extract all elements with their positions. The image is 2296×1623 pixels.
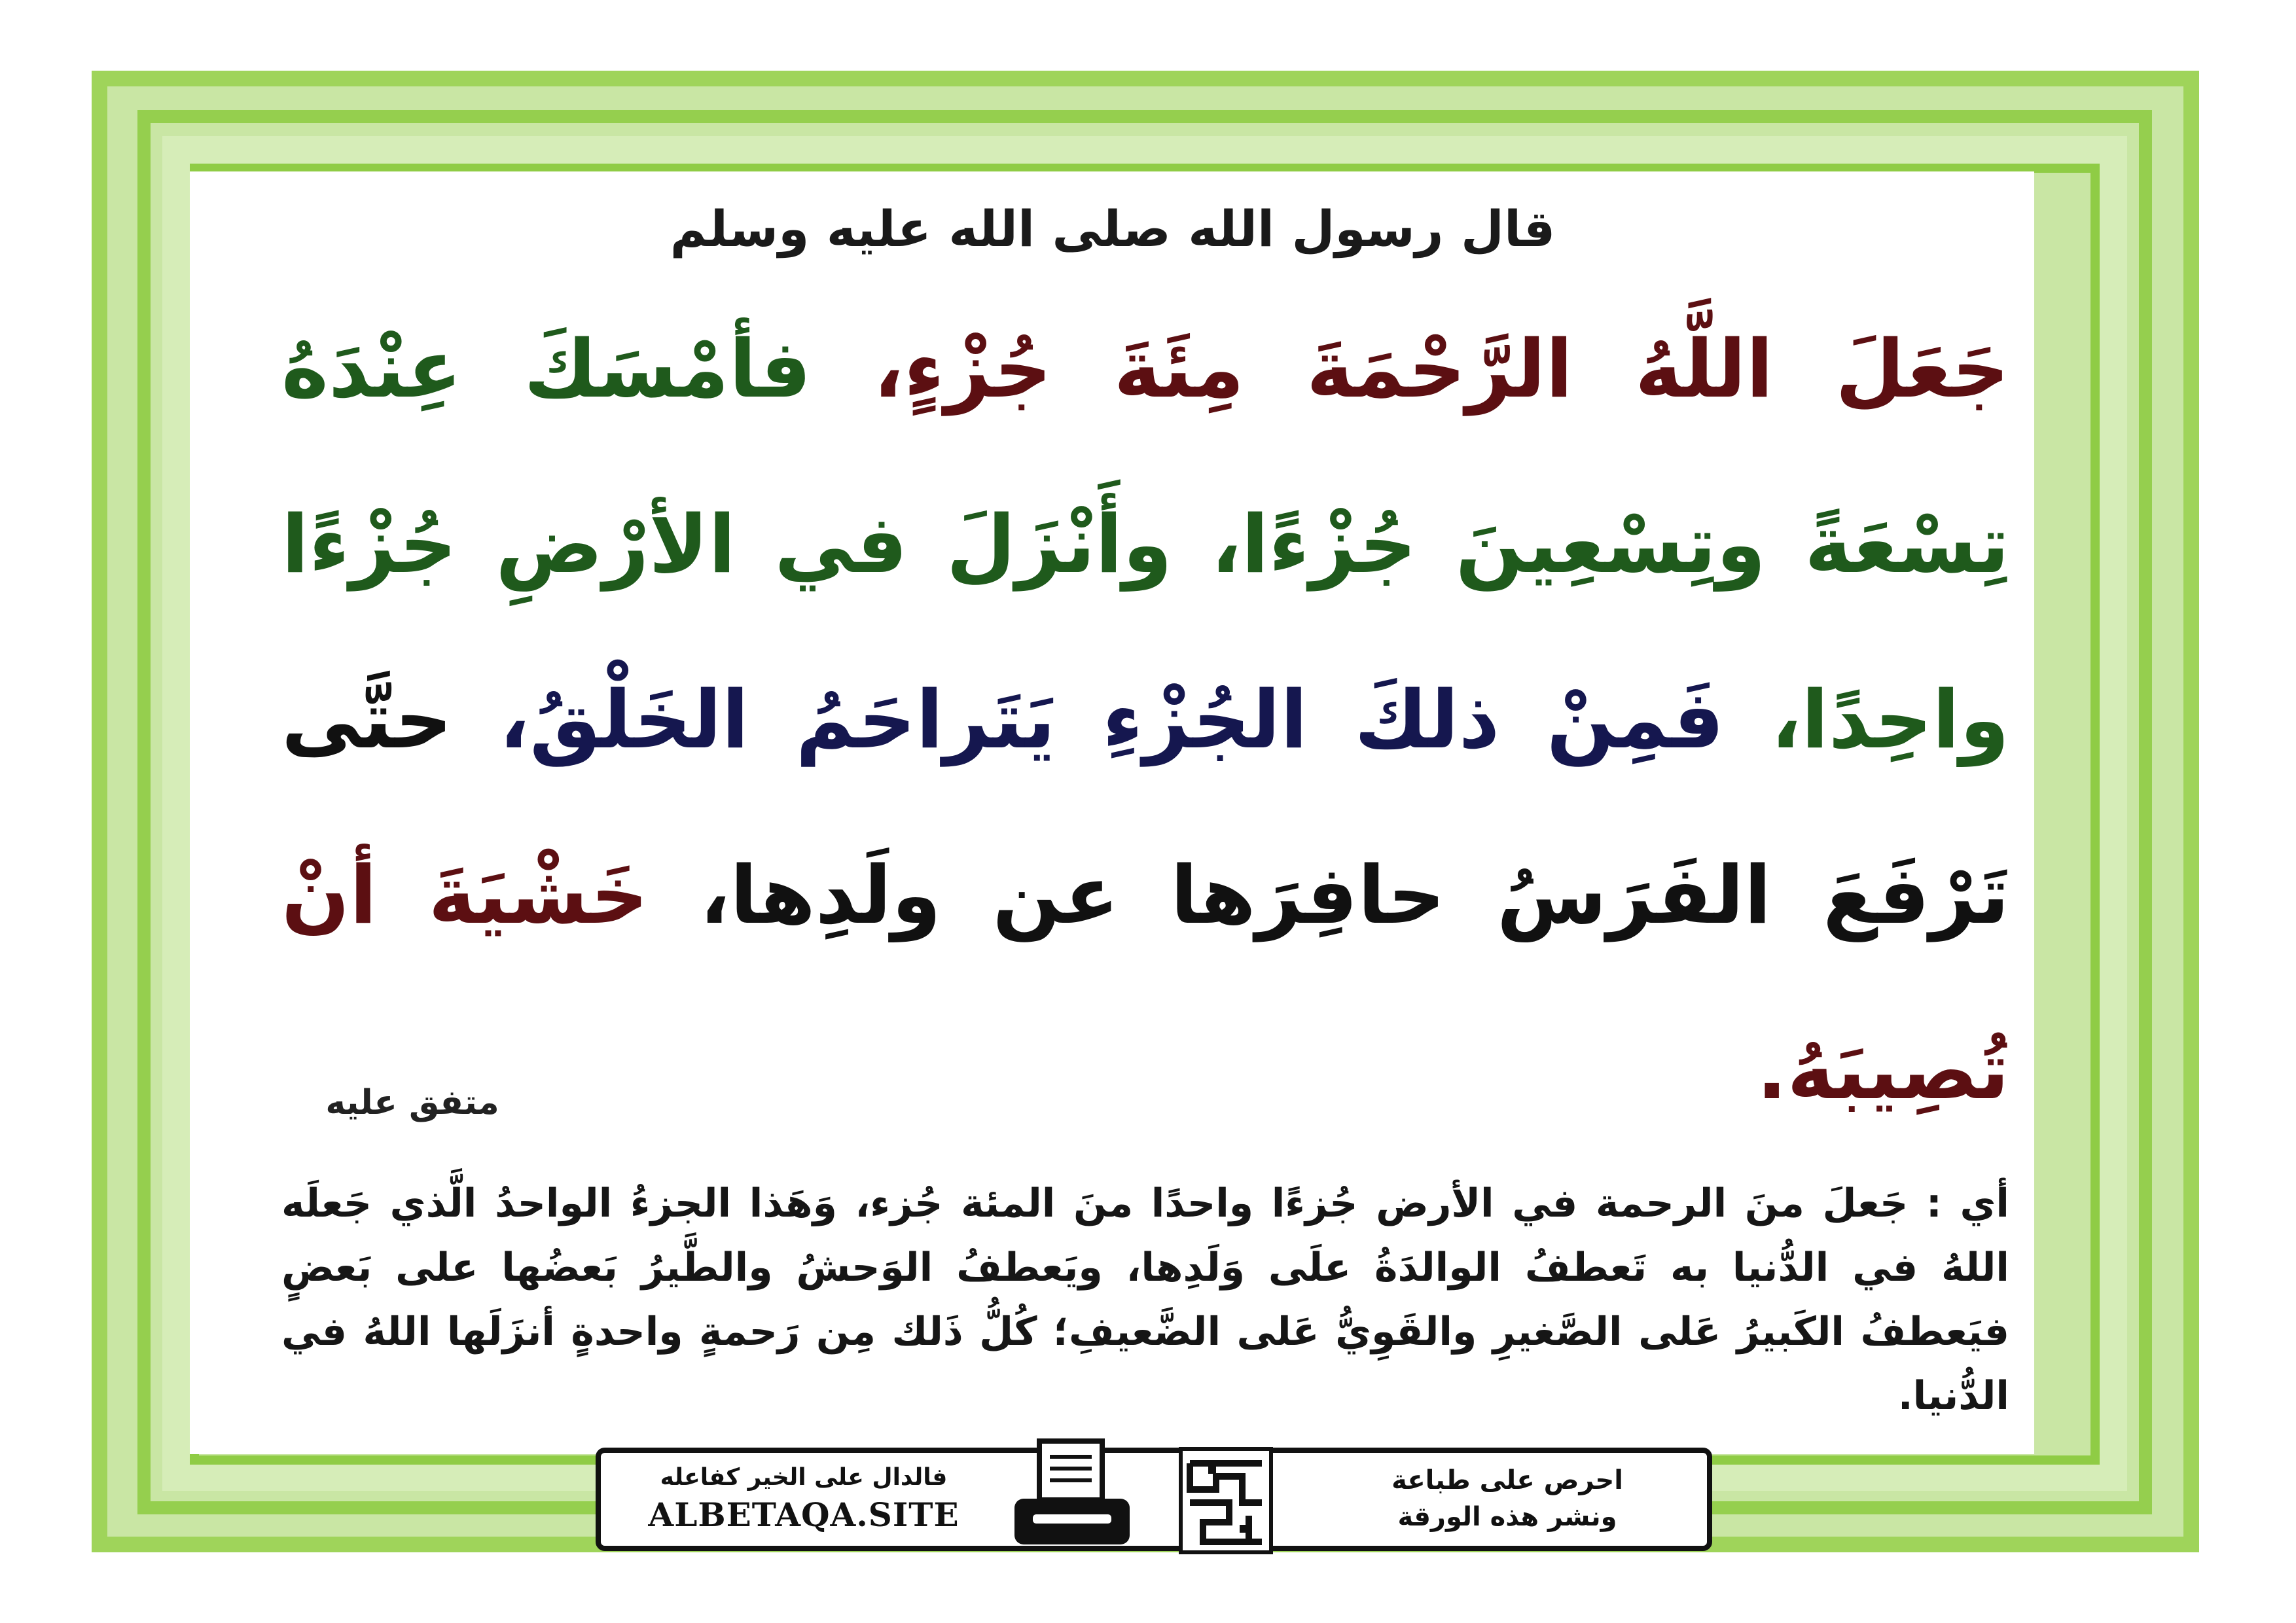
printer-icon bbox=[1007, 1433, 1138, 1558]
hadith-part-1: جَعَلَ اللَّهُ الرَّحْمَةَ مِئَةَ جُزْءٍ، bbox=[873, 323, 2009, 416]
hadith-part-4: حتَّى تَرْفَعَ الفَرَسُ حافِرَها عن ولَدِها، bbox=[281, 673, 2009, 942]
footer-print-note bbox=[1308, 1453, 1707, 1546]
footer-note-line-2: ونشر هذه الورقة bbox=[1397, 1502, 1617, 1532]
logo-icon bbox=[1177, 1444, 1275, 1558]
hadith-intro: قال رسول الله صلى الله عليه وسلم bbox=[670, 200, 1556, 258]
footer-note-line-1: احرص على طباعة bbox=[1391, 1465, 1623, 1495]
footer-site-url: ALBETAQA.SITE bbox=[648, 1495, 960, 1534]
hadith-part-5: خَشْيَةَ أنْ تُصِيبَهُ. bbox=[281, 849, 2009, 1117]
footer-slogan: فالدال على الخير كفاعله bbox=[660, 1464, 948, 1491]
footer-site-block bbox=[601, 1453, 1007, 1546]
explanation-text: أي : جَعلَ منَ الرحمة في الأرض جُزءًا واحدًا منَ المئة جُزء، وَهَذا الجزءُ الواحدُ الَّذي جَعلَه اللهُ في الدُّنيا به تَعطفُ الوالدَةُ علَى وَلَدِها، ويَعطفُ الوَحشُ والطَّيرُ بَعضُها على بَعضٍ فيَعطفُ الكَبيرُ عَلى الصَّغيرِ والقَوِيُّ عَلى الضَّعيفِ؛ كُلُّ ذَلك مِن رَحمةٍ واحدةٍ أنزَلَها اللهُ في الدُّنيا. bbox=[281, 1181, 2009, 1419]
hadith-part-3: فَمِنْ ذلكَ الجُزْءِ يَتَراحَمُ الخَلْقُ، bbox=[499, 673, 1725, 766]
hadith-part-2: فأمْسَكَ عِنْدَهُ تِسْعَةً وتِسْعِينَ جُزْءًا، وأَنْزَلَ في الأرْضِ جُزْءًا واحِدًا، bbox=[281, 323, 2009, 766]
hadith-source: متفق عليه bbox=[325, 1083, 499, 1122]
hadith-text bbox=[281, 281, 2009, 1152]
footer-banner bbox=[596, 1448, 1712, 1551]
